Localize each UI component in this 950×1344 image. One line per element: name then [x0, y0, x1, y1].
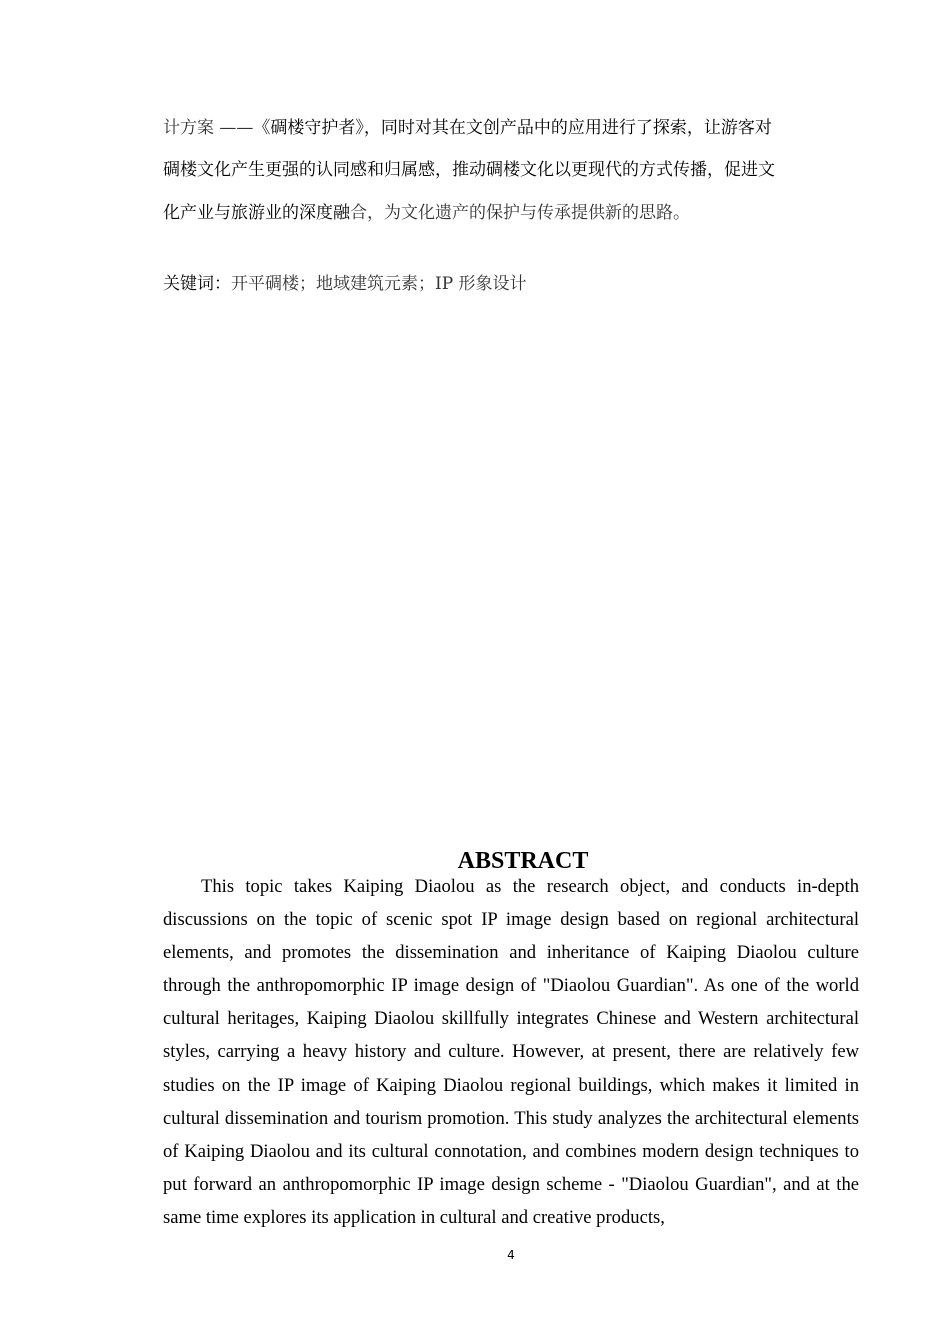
chinese-abstract-line-1	[163, 116, 860, 140]
page-number: 4	[507, 1248, 515, 1262]
chinese-abstract-line-3	[163, 201, 860, 225]
keywords-line	[163, 272, 860, 296]
abstract-heading: ABSTRACT	[457, 848, 589, 874]
chinese-abstract-line-3-start: 化产业与旅游业的深度融	[163, 203, 350, 223]
abstract-body: This topic takes Kaiping Diaolou as the research object, and conducts in-depth discussions on the topic of scenic spot IP image design based on regional architectural elements, and promotes the dissemination and inheritance of Kaiping Diaolou culture through the anthropomorphic IP image design of "Diaolou Guardian". As one of the world cultural heritages, Kaiping Diaolou skillfully integrates Chinese and Western architectural styles, carrying a heavy history and culture. However, at present, there are relatively few studies on the IP image of Kaiping Diaolou regional buildings, which makes it limited in cultural dissemination and tourism promotion. This study analyzes the architectural elements of Kaiping Diaolou and its cultural connotation, and combines modern design techniques to put forward an anthropomorphic IP image design scheme - "Diaolou Guardian", and at the same time explores its application in cultural and creative products,	[163, 876, 859, 1228]
chinese-abstract-line-1-start: 计方案 ——	[163, 118, 254, 138]
keywords-label: 关键词：	[163, 274, 231, 294]
chinese-abstract-line-2-text: 碉楼文化产生更强的认同感和归属感，推动碉楼文化以更现代的方式传播，促进文	[163, 160, 775, 180]
keywords-text: 开平碉楼；地域建筑元素；IP 形象设计	[231, 274, 527, 294]
chinese-abstract-line-2	[163, 158, 860, 182]
chinese-abstract-line-3-rest: 合，为文化遗产的保护与传承提供新的思路。	[350, 203, 690, 223]
chinese-abstract-line-1-rest: 《碉楼守护者》，同时对其在文创产品中的应用进行了探索，让游客对	[253, 118, 772, 138]
